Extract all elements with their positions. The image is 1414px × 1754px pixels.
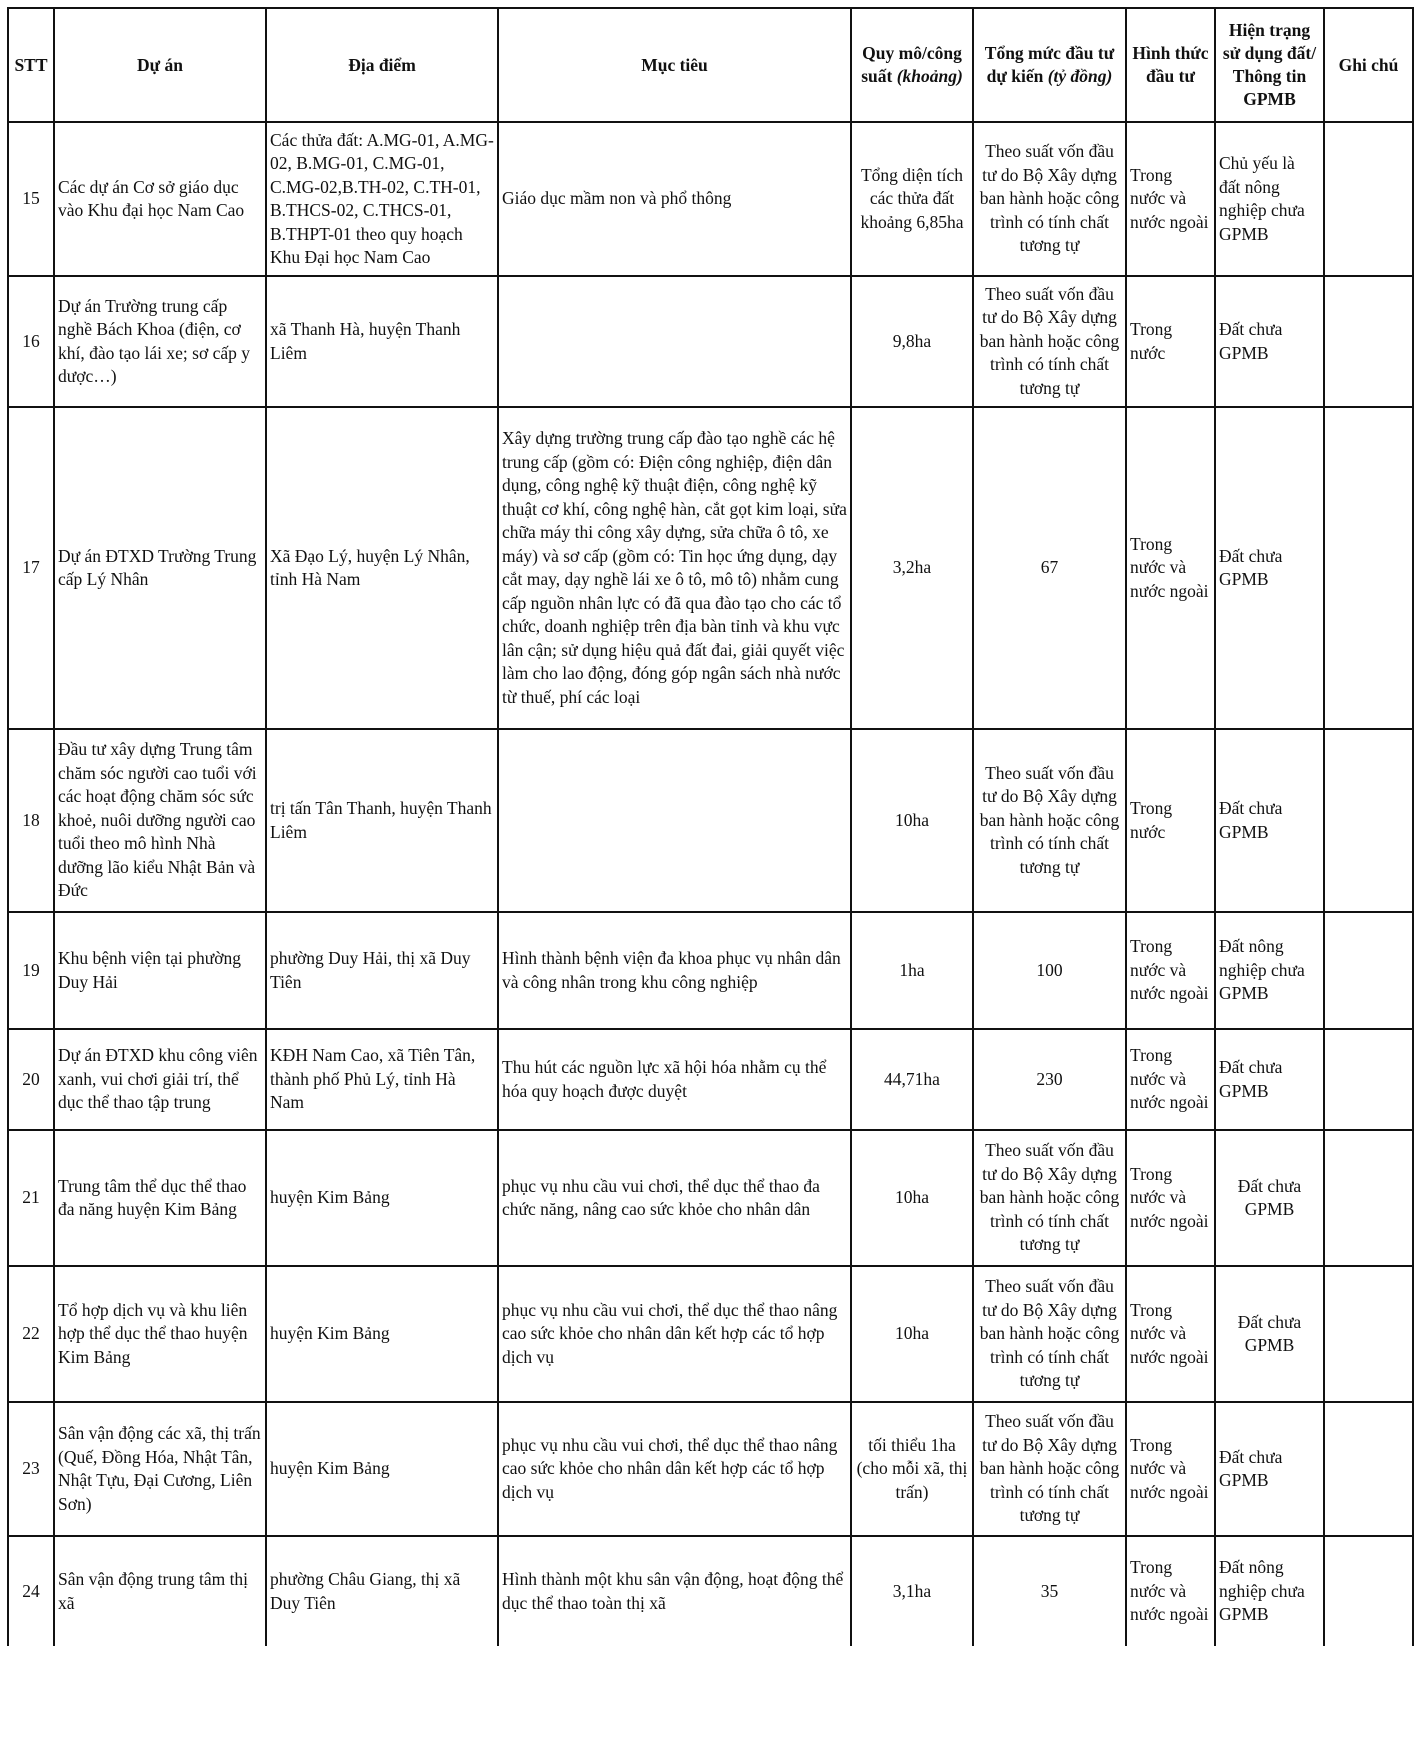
cell-du-an: Dự án ĐTXD khu công viên xanh, vui chơi giải trí, thể dục thể thao tập trung (54, 1029, 266, 1130)
cell-hien-trang: Đất nông nghiệp chưa GPMB (1215, 912, 1324, 1029)
cell-du-an: Sân vận động trung tâm thị xã (54, 1536, 266, 1646)
table-row (8, 1130, 1413, 1266)
cell-hinh-thuc: Trong nước và nước ngoài (1126, 1536, 1215, 1646)
cell-hien-trang: Đất chưa GPMB (1215, 1130, 1324, 1266)
cell-ghi-chu (1324, 407, 1413, 729)
cell-ghi-chu (1324, 1130, 1413, 1266)
cell-dia-diem: huyện Kim Bảng (266, 1266, 498, 1402)
header-muc-tieu: Mục tiêu (498, 8, 851, 122)
table-row (8, 1402, 1413, 1536)
cell-hinh-thuc: Trong nước và nước ngoài (1126, 1130, 1215, 1266)
header-hien-trang: Hiện trạng sử dụng đất/ Thông tin GPMB (1215, 8, 1324, 122)
cell-ghi-chu (1324, 1266, 1413, 1402)
cell-tong-muc: 100 (973, 912, 1126, 1029)
cell-hien-trang: Đất chưa GPMB (1215, 1402, 1324, 1536)
cell-stt: 17 (8, 407, 54, 729)
cell-stt: 18 (8, 729, 54, 912)
cell-quy-mo: Tổng diện tích các thửa đất khoảng 6,85ha (851, 122, 973, 276)
cell-tong-muc: 35 (973, 1536, 1126, 1646)
cell-hinh-thuc: Trong nước và nước ngoài (1126, 1266, 1215, 1402)
cell-quy-mo: 1ha (851, 912, 973, 1029)
cell-hien-trang: Chủ yếu là đất nông nghiệp chưa GPMB (1215, 122, 1324, 276)
cell-muc-tieu: phục vụ nhu cầu vui chơi, thể dục thể thao đa chức năng, nâng cao sức khỏe cho nhân dân (498, 1130, 851, 1266)
header-quy-mo-main: Quy mô/công suất (861, 43, 962, 86)
cell-hien-trang: Đất chưa GPMB (1215, 276, 1324, 407)
cell-stt: 19 (8, 912, 54, 1029)
cell-du-an: Đầu tư xây dựng Trung tâm chăm sóc người cao tuổi với các hoạt động chăm sóc sức khoẻ, nuôi dưỡng người cao tuổi theo mô hình Nhà dưỡng lão kiểu Nhật Bản và Đức (54, 729, 266, 912)
header-row (8, 8, 1413, 122)
cell-muc-tieu (498, 276, 851, 407)
cell-hinh-thuc: Trong nước và nước ngoài (1126, 912, 1215, 1029)
table-row (8, 1536, 1413, 1646)
cell-dia-diem: Xã Đạo Lý, huyện Lý Nhân, tỉnh Hà Nam (266, 407, 498, 729)
cell-hinh-thuc: Trong nước và nước ngoài (1126, 407, 1215, 729)
table-row (8, 729, 1413, 912)
document-page (7, 7, 1414, 1646)
cell-hien-trang: Đất chưa GPMB (1215, 407, 1324, 729)
cell-muc-tieu: phục vụ nhu cầu vui chơi, thể dục thể thao nâng cao sức khỏe cho nhân dân kết hợp các tổ hợp dịch vụ (498, 1266, 851, 1402)
cell-du-an: Trung tâm thể dục thể thao đa năng huyện Kim Bảng (54, 1130, 266, 1266)
cell-ghi-chu (1324, 1402, 1413, 1536)
header-stt: STT (8, 8, 54, 122)
table-row (8, 122, 1413, 276)
cell-hinh-thuc: Trong nước (1126, 276, 1215, 407)
cell-dia-diem: Các thửa đất: A.MG-01, A.MG-02, B.MG-01, C.MG-01, C.MG-02,B.TH-02, C.TH-01, B.THCS-02, C.THCS-01, B.THPT-01 theo quy hoạch Khu Đại học Nam Cao (266, 122, 498, 276)
cell-ghi-chu (1324, 729, 1413, 912)
cell-stt: 15 (8, 122, 54, 276)
cell-quy-mo: 10ha (851, 1130, 973, 1266)
cell-ghi-chu (1324, 912, 1413, 1029)
cell-dia-diem: trị tấn Tân Thanh, huyện Thanh Liêm (266, 729, 498, 912)
cell-tong-muc: Theo suất vốn đầu tư do Bộ Xây dựng ban hành hoặc công trình có tính chất tương tự (973, 276, 1126, 407)
cell-dia-diem: phường Duy Hải, thị xã Duy Tiên (266, 912, 498, 1029)
cell-du-an: Dự án Trường trung cấp nghề Bách Khoa (điện, cơ khí, đào tạo lái xe; sơ cấp y dược…) (54, 276, 266, 407)
table-row (8, 912, 1413, 1029)
cell-dia-diem: xã Thanh Hà, huyện Thanh Liêm (266, 276, 498, 407)
header-quy-mo (851, 8, 973, 122)
header-quy-mo-unit: (khoảng) (896, 66, 963, 86)
table-row (8, 407, 1413, 729)
cell-hinh-thuc: Trong nước và nước ngoài (1126, 1029, 1215, 1130)
cell-quy-mo: 9,8ha (851, 276, 973, 407)
cell-dia-diem: huyện Kim Bảng (266, 1402, 498, 1536)
cell-tong-muc: Theo suất vốn đầu tư do Bộ Xây dựng ban hành hoặc công trình có tính chất tương tự (973, 122, 1126, 276)
cell-quy-mo: 10ha (851, 729, 973, 912)
cell-hien-trang: Đất chưa GPMB (1215, 729, 1324, 912)
cell-dia-diem: KĐH Nam Cao, xã Tiên Tân, thành phố Phủ Lý, tỉnh Hà Nam (266, 1029, 498, 1130)
cell-tong-muc: Theo suất vốn đầu tư do Bộ Xây dựng ban hành hoặc công trình có tính chất tương tự (973, 729, 1126, 912)
cell-muc-tieu: Thu hút các nguồn lực xã hội hóa nhằm cụ thể hóa quy hoạch được duyệt (498, 1029, 851, 1130)
cell-muc-tieu (498, 729, 851, 912)
table-row (8, 276, 1413, 407)
header-tong-muc-unit: (tỷ đồng) (1047, 66, 1113, 86)
cell-du-an: Dự án ĐTXD Trường Trung cấp Lý Nhân (54, 407, 266, 729)
cell-hinh-thuc: Trong nước (1126, 729, 1215, 912)
cell-hien-trang: Đất nông nghiệp chưa GPMB (1215, 1536, 1324, 1646)
cell-muc-tieu: phục vụ nhu cầu vui chơi, thể dục thể thao nâng cao sức khỏe cho nhân dân kết hợp các tổ hợp dịch vụ (498, 1402, 851, 1536)
cell-stt: 24 (8, 1536, 54, 1646)
cell-hien-trang: Đất chưa GPMB (1215, 1266, 1324, 1402)
cell-tong-muc: Theo suất vốn đầu tư do Bộ Xây dựng ban hành hoặc công trình có tính chất tương tự (973, 1402, 1126, 1536)
cell-hien-trang: Đất chưa GPMB (1215, 1029, 1324, 1130)
cell-tong-muc: 67 (973, 407, 1126, 729)
header-tong-muc-main: Tổng mức đầu tư dự kiến (984, 43, 1115, 86)
header-ghi-chu: Ghi chú (1324, 8, 1413, 122)
table-row (8, 1266, 1413, 1402)
cell-quy-mo: tối thiểu 1ha (cho mỗi xã, thị trấn) (851, 1402, 973, 1536)
project-table (7, 7, 1414, 1646)
cell-muc-tieu: Hình thành một khu sân vận động, hoạt động thể dục thể thao toàn thị xã (498, 1536, 851, 1646)
cell-ghi-chu (1324, 276, 1413, 407)
cell-ghi-chu (1324, 1029, 1413, 1130)
cell-dia-diem: phường Châu Giang, thị xã Duy Tiên (266, 1536, 498, 1646)
cell-quy-mo: 44,71ha (851, 1029, 973, 1130)
cell-stt: 23 (8, 1402, 54, 1536)
cell-stt: 16 (8, 276, 54, 407)
cell-du-an: Khu bệnh viện tại phường Duy Hải (54, 912, 266, 1029)
cell-stt: 22 (8, 1266, 54, 1402)
header-hinh-thuc: Hình thức đầu tư (1126, 8, 1215, 122)
cell-du-an: Các dự án Cơ sở giáo dục vào Khu đại học Nam Cao (54, 122, 266, 276)
header-du-an: Dự án (54, 8, 266, 122)
cell-du-an: Tổ hợp dịch vụ và khu liên hợp thể dục thể thao huyện Kim Bảng (54, 1266, 266, 1402)
cell-stt: 21 (8, 1130, 54, 1266)
cell-ghi-chu (1324, 1536, 1413, 1646)
cell-hinh-thuc: Trong nước và nước ngoài (1126, 1402, 1215, 1536)
cell-tong-muc: 230 (973, 1029, 1126, 1130)
cell-quy-mo: 3,1ha (851, 1536, 973, 1646)
header-dia-diem: Địa điểm (266, 8, 498, 122)
cell-quy-mo: 10ha (851, 1266, 973, 1402)
cell-quy-mo: 3,2ha (851, 407, 973, 729)
cell-dia-diem: huyện Kim Bảng (266, 1130, 498, 1266)
cell-stt: 20 (8, 1029, 54, 1130)
cell-hinh-thuc: Trong nước và nước ngoài (1126, 122, 1215, 276)
header-tong-muc (973, 8, 1126, 122)
cell-ghi-chu (1324, 122, 1413, 276)
cell-tong-muc: Theo suất vốn đầu tư do Bộ Xây dựng ban hành hoặc công trình có tính chất tương tự (973, 1130, 1126, 1266)
cell-muc-tieu: Hình thành bệnh viện đa khoa phục vụ nhân dân và công nhân trong khu công nghiệp (498, 912, 851, 1029)
table-row (8, 1029, 1413, 1130)
cell-muc-tieu: Giáo dục mầm non và phổ thông (498, 122, 851, 276)
cell-du-an: Sân vận động các xã, thị trấn (Quế, Đồng Hóa, Nhật Tân, Nhật Tựu, Đại Cương, Liên Sơn) (54, 1402, 266, 1536)
cell-muc-tieu: Xây dựng trường trung cấp đào tạo nghề các hệ trung cấp (gồm có: Điện công nghiệp, điện dân dụng, công nghệ kỹ thuật điện, công nghệ kỹ thuật cơ khí, công nghệ hàn, cắt gọt kim loại, sửa chữa máy thi công xây dựng, sửa chữa ô tô, xe máy) và sơ cấp (gồm có: Tin học ứng dụng, dạy cắt may, dạy nghề lái xe ô tô, mô tô) nhằm cung cấp nguồn nhân lực có đã qua đào tạo cho các tổ chức, doanh nghiệp trên địa bàn tỉnh và khu vực lân cận; sử dụng hiệu quả đất đai, giải quyết việc làm cho lao động, đóng góp ngân sách nhà nước từ thuế, phí các loại (498, 407, 851, 729)
cell-tong-muc: Theo suất vốn đầu tư do Bộ Xây dựng ban hành hoặc công trình có tính chất tương tự (973, 1266, 1126, 1402)
